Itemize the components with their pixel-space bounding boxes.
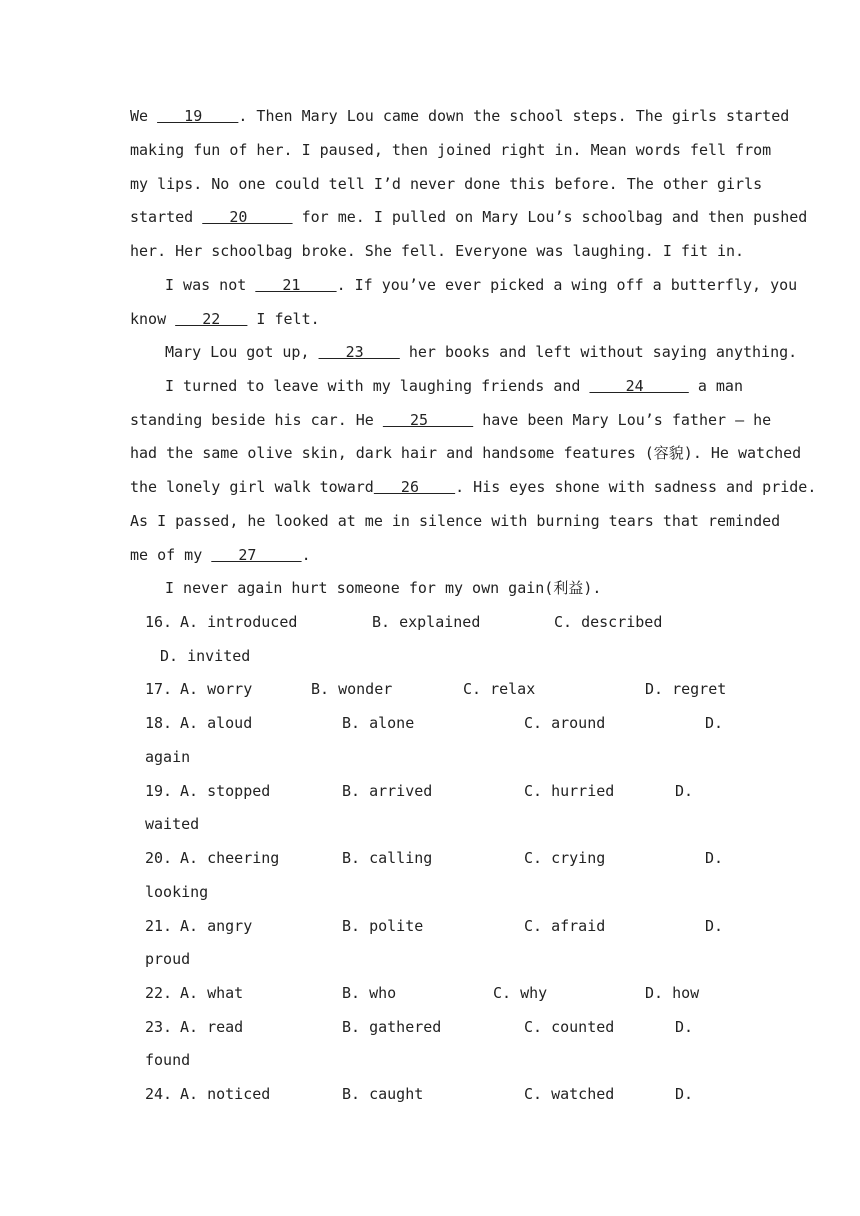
option-a: A. angry: [180, 917, 253, 935]
option-b: B. calling: [342, 849, 433, 867]
blank-25: 25: [382, 411, 474, 429]
option-d-word: proud: [145, 950, 191, 968]
option-d-word: found: [145, 1051, 191, 1069]
question-number: 19.: [145, 782, 173, 800]
blank-27: 27: [211, 546, 302, 564]
option-b: B. alone: [342, 714, 415, 732]
passage-line: As I passed, he looked at me in silence with burning tears that reminded: [130, 512, 781, 530]
option-d: D. regret: [645, 680, 727, 698]
option-b: B. gathered: [342, 1018, 442, 1036]
question-number: 24.: [145, 1085, 173, 1103]
option-d-prefix: D.: [675, 1085, 694, 1103]
passage-line: started 20 for me. I pulled on Mary Lou’s schoolbag and then pushed: [130, 208, 808, 226]
option-d: D. invited: [160, 647, 251, 665]
option-a: A. what: [180, 984, 244, 1002]
passage-line: the lonely girl walk toward 26 . His eyes shone with sadness and pride.: [130, 478, 817, 496]
option-d-word: looking: [145, 883, 209, 901]
blank-22: 22: [175, 310, 248, 328]
option-d-word: waited: [145, 815, 200, 833]
option-c: C. crying: [524, 849, 606, 867]
option-b: B. arrived: [342, 782, 433, 800]
option-a: A. read: [180, 1018, 244, 1036]
passage-line: me of my 27 .: [130, 546, 311, 564]
option-a: A. cheering: [180, 849, 280, 867]
question-number: 21.: [145, 917, 173, 935]
question-20: [145, 841, 745, 875]
question-18: [145, 706, 745, 740]
option-d-word: again: [145, 748, 191, 766]
option-c: C. hurried: [524, 782, 615, 800]
option-a: A. aloud: [180, 714, 253, 732]
question-number: 16.: [145, 613, 173, 631]
question-21: [145, 909, 745, 943]
passage-line: Mary Lou got up, 23 her books and left without saying anything.: [165, 343, 798, 361]
option-b: B. who: [342, 984, 397, 1002]
passage-line: know 22 I felt.: [130, 310, 320, 328]
blank-23: 23: [318, 343, 400, 361]
passage-line: my lips. No one could tell I’d never done this before. The other girls: [130, 175, 763, 193]
passage-line: I never again hurt someone for my own gain(利益).: [165, 579, 602, 597]
passage-line: had the same olive skin, dark hair and handsome features (容貌). He watched: [130, 444, 802, 462]
question-23: [145, 1010, 745, 1044]
option-b: B. polite: [342, 917, 424, 935]
option-c: C. afraid: [524, 917, 606, 935]
option-d-prefix: D.: [705, 714, 724, 732]
question-24: [145, 1077, 745, 1111]
blank-24: 24: [589, 377, 689, 395]
option-d: D. how: [645, 984, 700, 1002]
question-22: [145, 976, 745, 1010]
option-c: C. described: [554, 613, 663, 631]
option-b: B. explained: [372, 613, 481, 631]
passage-line: standing beside his car. He 25 have been Mary Lou’s father — he: [130, 411, 772, 429]
passage-line: I turned to leave with my laughing friends and 24 a man: [165, 377, 743, 395]
option-c: C. around: [524, 714, 606, 732]
question-number: 22.: [145, 984, 173, 1002]
question-number: 18.: [145, 714, 173, 732]
option-a: A. worry: [180, 680, 253, 698]
question-number: 20.: [145, 849, 173, 867]
option-c: C. why: [493, 984, 548, 1002]
option-d-prefix: D.: [705, 849, 724, 867]
question-16: [145, 605, 745, 639]
option-b: B. wonder: [311, 680, 393, 698]
option-c: C. watched: [524, 1085, 615, 1103]
option-a: A. stopped: [180, 782, 271, 800]
blank-21: 21: [255, 276, 337, 294]
option-c: C. counted: [524, 1018, 615, 1036]
option-a: A. noticed: [180, 1085, 271, 1103]
blank-26: 26: [373, 478, 456, 496]
option-d-prefix: D.: [675, 1018, 694, 1036]
passage-line: I was not 21 . If you’ve ever picked a wing off a butterfly, you: [165, 276, 798, 294]
question-number: 17.: [145, 680, 173, 698]
passage-line: her. Her schoolbag broke. She fell. Everyone was laughing. I fit in.: [130, 242, 745, 260]
option-b: B. caught: [342, 1085, 424, 1103]
blank-19: 19: [157, 107, 239, 125]
option-a: A. introduced: [180, 613, 298, 631]
blank-20: 20: [202, 208, 293, 226]
option-d-prefix: D.: [675, 782, 694, 800]
passage-line: We 19 . Then Mary Lou came down the school steps. The girls started: [130, 107, 790, 125]
passage-line: making fun of her. I paused, then joined right in. Mean words fell from: [130, 141, 772, 159]
question-17: [145, 672, 745, 706]
question-19: [145, 774, 745, 808]
option-c: C. relax: [463, 680, 536, 698]
option-d-prefix: D.: [705, 917, 724, 935]
question-number: 23.: [145, 1018, 173, 1036]
